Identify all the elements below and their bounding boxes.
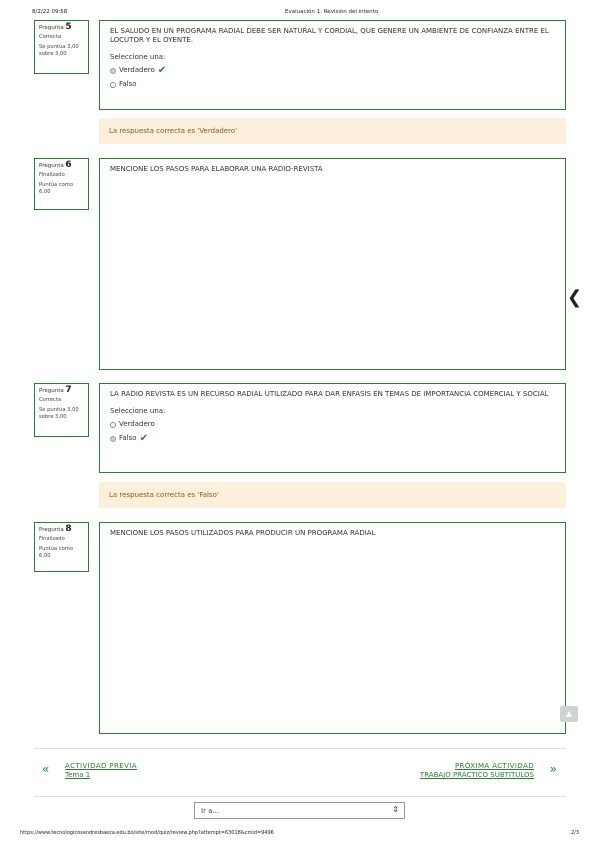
activity-navigation [34,748,566,797]
question-text: EL SALUDO EN UN PROGRAMA RADIAL DEBE SER NATURAL Y CORDIAL, QUE GENERE UN AMBIENTE DE CONFIANZA ENTRE EL LOCUTOR Y EL OYENTE. [110,27,549,44]
question-grade: Puntúa como 6,00 [39,182,74,195]
question-state: Correcta [39,396,62,403]
feedback-5: La respuesta correcta es 'Verdadero' [99,118,566,144]
check-icon: ✔ [157,65,167,76]
question-info-6 [34,158,89,210]
arrow-up-icon: ▲ [565,709,573,718]
question-info-7 [34,383,89,437]
prev-arrow-icon[interactable]: « [42,762,50,776]
question-state: Correcta [39,33,62,40]
question-box-5 [99,20,566,110]
question-box-7 [99,383,566,473]
option-label: Falso [119,434,137,442]
option-label: Falso [119,80,137,88]
chevron-left-icon[interactable]: ❮ [567,287,583,308]
question-state: Finalizado [39,535,65,542]
updown-caret-icon: ⇕ [392,805,399,814]
question-number: 6 [65,160,72,170]
question-info-8 [34,522,89,572]
radio-button[interactable] [110,436,116,442]
question-box-8 [99,522,566,734]
prev-activity-title[interactable]: ACTIVIDAD PREVIA [65,762,137,770]
option-falso[interactable] [110,79,555,90]
check-icon: ✔ [139,433,148,444]
question-label: Pregunta [39,25,64,31]
radio-button[interactable] [110,68,116,74]
option-label: Verdadero [119,66,155,74]
question-number: 5 [65,22,72,32]
feedback-7: La respuesta correcta es 'Falso' [99,482,566,508]
option-falso[interactable] [110,433,555,444]
prev-activity-link[interactable]: Tema 1 [65,771,91,779]
jump-to-value: Ir a... [201,807,220,815]
jump-to-select[interactable] [194,802,405,819]
question-grade: Se puntúa 3,00 sobre 3,00 [39,44,79,57]
question-text: MENCIONE LOS PASOS UTILIZADOS PARA PRODUCIR UN PROGRAMA RADIAL [110,529,376,537]
question-text: LA RADIO REVISTA ES UN RECURSO RADIAL UTILIZADO PARA DAR ENFASIS EN TEMAS DE IMPORTANCIA COMERCIAL Y SOCIAL [110,390,549,398]
select-prompt: Seleccione una: [110,407,166,415]
question-label: Pregunta [39,163,64,169]
question-grade: Se puntúa 3,00 sobre 3,00 [39,407,79,420]
select-prompt: Seleccione una: [110,53,166,61]
question-number: 7 [65,385,72,395]
question-info-5 [34,20,89,74]
question-label: Pregunta [39,527,64,533]
print-url: https://www.tecnologicosandresbaeza.edu.bo/site/mod/quiz/review.php?attempt=63018&cmid=9496 [20,830,274,836]
next-activity-title[interactable]: PRÓXIMA ACTIVIDAD [454,762,534,770]
option-verdadero[interactable] [110,419,555,430]
question-text: MENCIONE LOS PASOS PARA ELABORAR UNA RADIO-REVISTA [110,165,323,173]
option-verdadero[interactable] [110,65,555,76]
next-activity-link[interactable]: TRABAJO PRACTICO SUBTITULOS [419,771,534,779]
next-arrow-icon[interactable]: » [549,762,557,776]
radio-button[interactable] [110,82,116,88]
back-to-top-button[interactable] [560,706,578,722]
question-state: Finalizado [39,171,65,178]
question-label: Pregunta [39,388,64,394]
question-grade: Puntúa como 6,00 [39,546,74,559]
print-title: Evaluación 1: Revisión del intento [285,9,379,15]
radio-button[interactable] [110,422,116,428]
question-box-6 [99,158,566,370]
print-datetime: 8/2/22 09:58 [32,9,68,15]
question-number: 8 [65,524,72,534]
print-page-number: 2/3 [571,830,580,836]
option-label: Verdadero [119,420,155,428]
